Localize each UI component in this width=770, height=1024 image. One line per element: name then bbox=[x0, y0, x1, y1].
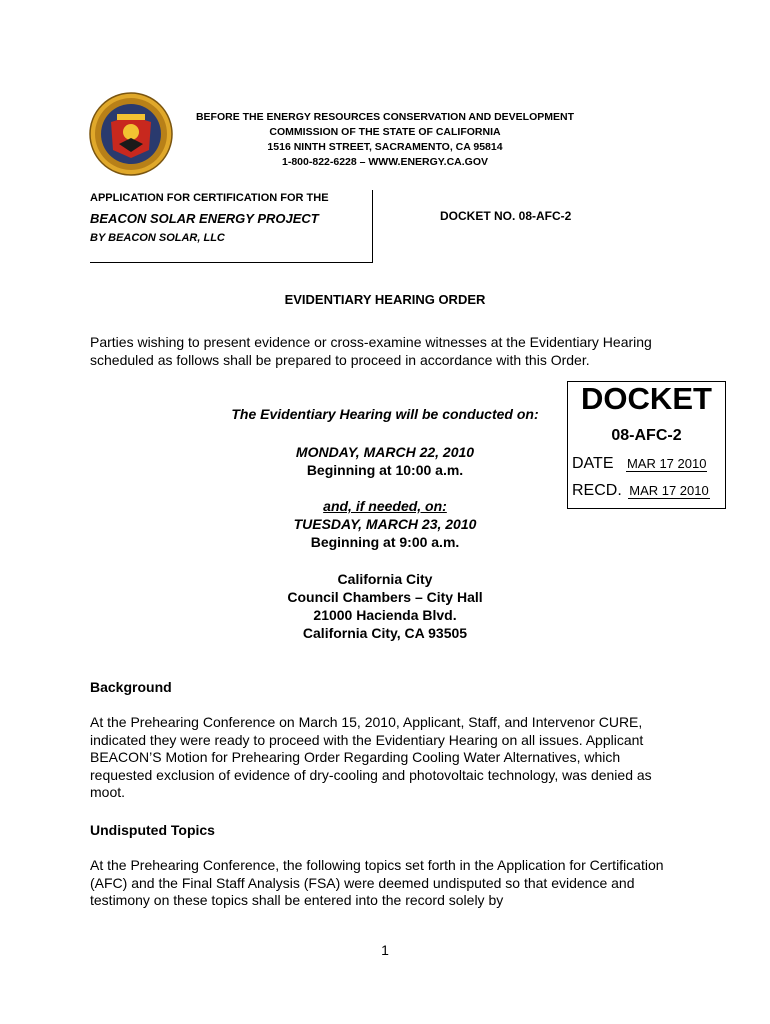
header-line-2: COMMISSION OF THE STATE OF CALIFORNIA bbox=[269, 126, 501, 138]
stamp-date-row bbox=[572, 455, 707, 473]
header-line-1: BEFORE THE ENERGY RESOURCES CONSERVATION AND DEVELOPMENT bbox=[195, 111, 575, 123]
stamp-title: DOCKET bbox=[581, 381, 712, 416]
header-address: 1516 NINTH STREET, SACRAMENTO, CA 95814 bbox=[267, 141, 503, 153]
if-needed-label: and, if needed, on: bbox=[323, 498, 447, 514]
caption-application: APPLICATION FOR CERTIFICATION FOR THE bbox=[90, 192, 329, 204]
location-city: California City bbox=[337, 571, 433, 587]
stamp-received-label: RECD. bbox=[572, 482, 622, 499]
stamp-docket-number: 08-AFC-2 bbox=[611, 427, 682, 444]
stamp-date-label: DATE bbox=[572, 455, 614, 472]
location-street: 21000 Hacienda Blvd. bbox=[313, 607, 457, 623]
caption-applicant: BY BEACON SOLAR, LLC bbox=[90, 232, 225, 244]
location-city-zip: California City, CA 93505 bbox=[302, 625, 468, 641]
hearing-date-2: TUESDAY, MARCH 23, 2010 bbox=[293, 516, 477, 532]
header-contact: 1-800-822-6228 – WWW.ENERGY.CA.GOV bbox=[282, 156, 488, 168]
caption-project: BEACON SOLAR ENERGY PROJECT bbox=[90, 211, 319, 226]
hearing-date-1: MONDAY, MARCH 22, 2010 bbox=[295, 444, 475, 460]
stamp-date-value: MAR 17 2010 bbox=[626, 456, 707, 471]
stamp-received-value: MAR 17 2010 bbox=[629, 483, 709, 498]
state-energy-commission-seal bbox=[89, 92, 173, 176]
hearing-time-2: Beginning at 9:00 a.m. bbox=[310, 534, 460, 550]
stamp-received-row bbox=[572, 482, 710, 500]
schedule-lead: The Evidentiary Hearing will be conducted on: bbox=[231, 406, 539, 422]
undisputed-heading: Undisputed Topics bbox=[90, 822, 215, 838]
background-paragraph: At the Prehearing Conference on March 15, 2010, Applicant, Staff, and Intervenor CURE, indicated they were ready to proceed with the Evidentiary Hearing on all issues. Applicant BEACON’S Motion for Prehearing Order Regarding Cooling Water Alternatives, which requested exclusion of evidence of dry-cooling and photovoltaic technology, was denied as moot. bbox=[90, 714, 652, 800]
order-title: EVIDENTIARY HEARING ORDER bbox=[284, 292, 486, 307]
location-venue: Council Chambers – City Hall bbox=[287, 589, 483, 605]
intro-paragraph: Parties wishing to present evidence or cross-examine witnesses at the Evidentiary Hearing scheduled as follows shall be prepared to proceed in accordance with this Order. bbox=[90, 334, 652, 368]
background-heading: Background bbox=[90, 679, 172, 695]
undisputed-paragraph: At the Prehearing Conference, the following topics set forth in the Application for Certification (AFC) and the Final Staff Analysis (FSA) were deemed undisputed so that evidence and testimony on these topics shall be entered into the record solely by bbox=[90, 857, 664, 908]
docket-number: DOCKET NO. 08-AFC-2 bbox=[440, 209, 572, 223]
hearing-time-1: Beginning at 10:00 a.m. bbox=[306, 462, 464, 478]
page-number: 1 bbox=[381, 942, 389, 958]
